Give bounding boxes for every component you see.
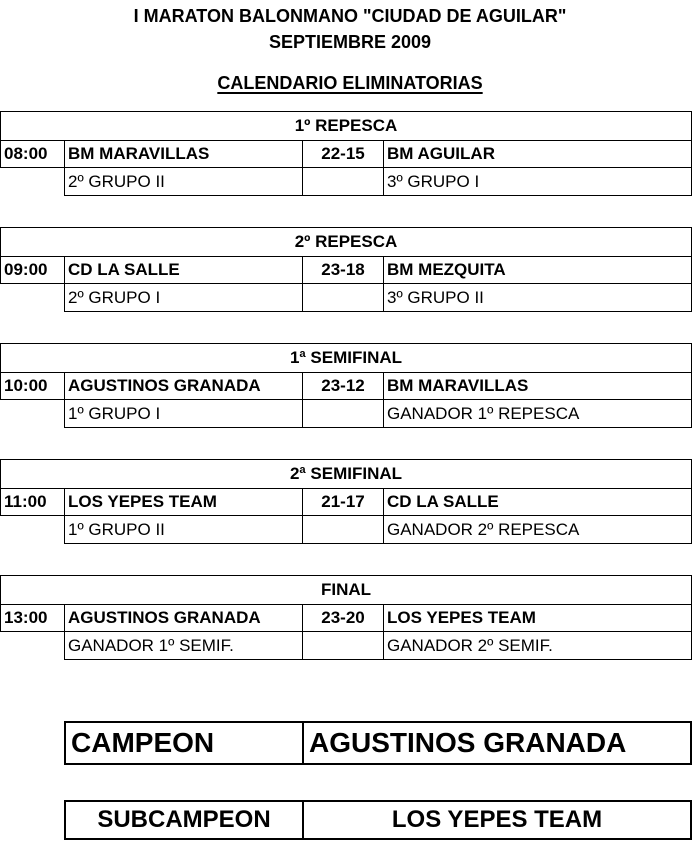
empty-cell bbox=[303, 284, 384, 312]
away-team: BM AGUILAR bbox=[384, 141, 692, 168]
home-team: AGUSTINOS GRANADA bbox=[65, 373, 303, 400]
champion-label: CAMPEON bbox=[65, 722, 303, 764]
empty-cell bbox=[303, 168, 384, 196]
round-title: FINAL bbox=[1, 576, 692, 605]
document-title-line2: SEPTIEMBRE 2009 bbox=[268, 32, 432, 52]
round-title: 2ª SEMIFINAL bbox=[1, 460, 692, 489]
home-team: AGUSTINOS GRANADA bbox=[65, 605, 303, 632]
home-team: CD LA SALLE bbox=[65, 257, 303, 284]
document-title-line1: I MARATON BALONMANO "CIUDAD DE AGUILAR" bbox=[133, 6, 567, 26]
document-subtitle: CALENDARIO ELIMINATORIAS bbox=[217, 73, 483, 93]
home-seed: 1º GRUPO I bbox=[65, 400, 303, 428]
away-seed: 3º GRUPO II bbox=[384, 284, 692, 312]
match-time: 09:00 bbox=[1, 257, 65, 284]
match-time: 13:00 bbox=[1, 605, 65, 632]
match-block-1 bbox=[0, 111, 692, 196]
empty-cell bbox=[1, 400, 65, 428]
away-seed: GANADOR 2º REPESCA bbox=[384, 516, 692, 544]
round-title: 2º REPESCA bbox=[1, 228, 692, 257]
match-time: 10:00 bbox=[1, 373, 65, 400]
match-time: 11:00 bbox=[1, 489, 65, 516]
match-block-2 bbox=[0, 227, 692, 312]
empty-cell bbox=[1, 284, 65, 312]
empty-cell bbox=[1, 632, 65, 660]
match-score: 23-20 bbox=[303, 605, 384, 632]
home-seed: 2º GRUPO II bbox=[65, 168, 303, 196]
away-seed: 3º GRUPO I bbox=[384, 168, 692, 196]
round-title: 1ª SEMIFINAL bbox=[1, 344, 692, 373]
match-block-final bbox=[0, 575, 692, 660]
runner-up-label: SUBCAMPEON bbox=[65, 801, 303, 839]
away-team: BM MEZQUITA bbox=[384, 257, 692, 284]
home-seed: 2º GRUPO I bbox=[65, 284, 303, 312]
champion-box bbox=[64, 721, 692, 765]
empty-cell bbox=[303, 400, 384, 428]
runner-up-box bbox=[64, 800, 692, 840]
home-team: BM MARAVILLAS bbox=[65, 141, 303, 168]
empty-cell bbox=[1, 516, 65, 544]
round-title: 1º REPESCA bbox=[1, 112, 692, 141]
home-team: LOS YEPES TEAM bbox=[65, 489, 303, 516]
away-team: CD LA SALLE bbox=[384, 489, 692, 516]
champion-team: AGUSTINOS GRANADA bbox=[303, 722, 691, 764]
match-score: 23-18 bbox=[303, 257, 384, 284]
empty-cell bbox=[1, 168, 65, 196]
match-block-3 bbox=[0, 343, 692, 428]
match-block-4 bbox=[0, 459, 692, 544]
empty-cell bbox=[303, 632, 384, 660]
runner-up-team: LOS YEPES TEAM bbox=[303, 801, 691, 839]
away-team: BM MARAVILLAS bbox=[384, 373, 692, 400]
home-seed: GANADOR 1º SEMIF. bbox=[65, 632, 303, 660]
home-seed: 1º GRUPO II bbox=[65, 516, 303, 544]
away-team: LOS YEPES TEAM bbox=[384, 605, 692, 632]
match-score: 23-12 bbox=[303, 373, 384, 400]
away-seed: GANADOR 2º SEMIF. bbox=[384, 632, 692, 660]
away-seed: GANADOR 1º REPESCA bbox=[384, 400, 692, 428]
match-score: 21-17 bbox=[303, 489, 384, 516]
match-score: 22-15 bbox=[303, 141, 384, 168]
match-time: 08:00 bbox=[1, 141, 65, 168]
empty-cell bbox=[303, 516, 384, 544]
